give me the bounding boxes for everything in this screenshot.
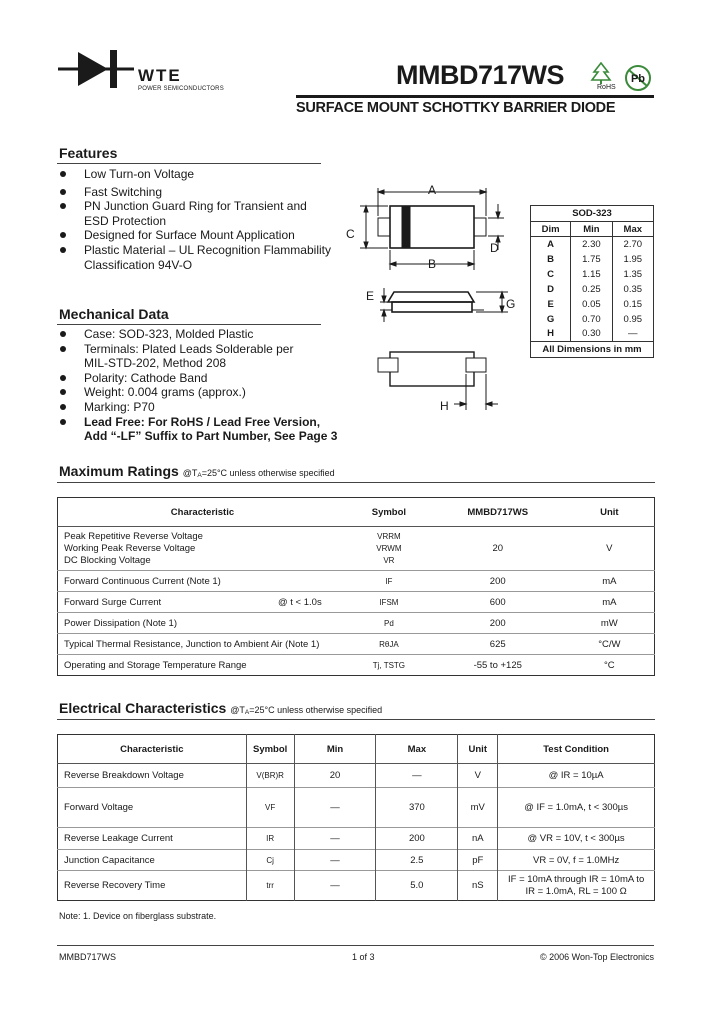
electrical-title: Electrical Characteristics — [59, 700, 227, 716]
device-subtitle: SURFACE MOUNT SCHOTTKY BARRIER DIODE — [296, 100, 616, 116]
mr-char: Forward Continuous Current (Note 1) — [58, 571, 347, 592]
mechanical-list — [59, 327, 359, 444]
dims-header-dim: Dim — [531, 222, 571, 237]
mr-row — [58, 634, 655, 655]
ec-row — [58, 871, 655, 901]
mr-symbol: VR — [383, 555, 395, 565]
pb-text: Pb — [630, 73, 646, 85]
ec-unit: pF — [458, 850, 498, 871]
dims-row — [531, 267, 654, 282]
dims-footer: All Dimensions in mm — [531, 342, 654, 358]
mr-row — [58, 613, 655, 634]
footer-part-number: MMBD717WS — [59, 952, 117, 962]
mr-unit: °C — [565, 655, 655, 676]
mr-header-characteristic: Characteristic — [58, 498, 347, 527]
ec-min: — — [294, 828, 376, 850]
mech-item: Marking: P70 — [59, 400, 359, 415]
mr-char-line: DC Blocking Voltage — [64, 554, 151, 566]
footer-rule — [57, 945, 654, 946]
dims-row — [531, 312, 654, 327]
mr-row — [58, 592, 655, 613]
dims-header-max: Max — [612, 222, 653, 237]
feature-item: PN Junction Guard Ring for Transient and — [59, 199, 349, 214]
ec-symbol: IR — [246, 828, 294, 850]
max-ratings-rule — [57, 482, 655, 483]
dims-cell: 2.70 — [623, 238, 643, 250]
ec-header-characteristic: Characteristic — [58, 735, 247, 764]
brand-subtitle: POWER SEMICONDUCTORS — [138, 86, 224, 92]
feature-item-cont: Classification 94V-O — [84, 257, 193, 272]
device-note: Note: 1. Device on fiberglass substrate. — [59, 911, 217, 921]
dims-cell: B — [531, 252, 571, 267]
ec-min: 20 — [294, 764, 376, 788]
mr-value: 200 — [431, 571, 565, 592]
features-list — [59, 167, 349, 272]
mr-symbol: RθJA — [347, 634, 431, 655]
rohs-label: RoHS — [597, 84, 616, 91]
mr-char-line: Working Peak Reverse Voltage — [64, 542, 196, 554]
ec-max: 370 — [376, 788, 458, 828]
dims-cell: 0.30 — [571, 327, 612, 342]
footer-page-number: 1 of 3 — [352, 952, 375, 962]
dim-label-h: H — [440, 399, 449, 413]
ec-cond-line: IR = 1.0mA, RL = 100 Ω — [525, 885, 627, 897]
mr-char-line: Peak Repetitive Reverse Voltage — [64, 530, 203, 542]
ec-max: 5.0 — [376, 871, 458, 901]
electrical-rule — [57, 719, 655, 720]
ec-cond: VR = 0V, f = 1.0MHz — [498, 850, 655, 871]
ec-min: — — [294, 850, 376, 871]
ec-min: — — [294, 788, 376, 828]
max-ratings-note — [183, 468, 335, 478]
mr-symbol: IFSM — [347, 592, 431, 613]
dims-cell: A — [531, 237, 571, 252]
dims-cell: 1.75 — [571, 252, 612, 267]
ec-symbol: VF — [246, 788, 294, 828]
dims-cell: 2.30 — [571, 237, 612, 252]
ec-cond: @ IF = 1.0mA, t < 300µs — [498, 788, 655, 828]
mr-unit: mA — [565, 571, 655, 592]
ec-min: — — [294, 871, 376, 901]
dims-cell: 0.95 — [623, 313, 643, 325]
footer-copyright: © 2006 Won-Top Electronics — [539, 952, 654, 962]
ec-header-symbol: Symbol — [246, 735, 294, 764]
ec-row — [58, 788, 655, 828]
dims-cell: C — [531, 267, 571, 282]
ec-cond — [498, 871, 655, 901]
max-ratings-title: Maximum Ratings — [59, 463, 179, 479]
feature-item: Low Turn-on Voltage — [59, 167, 349, 182]
dims-header-min: Min — [571, 222, 612, 237]
note-sub: A — [197, 472, 202, 479]
ec-header-min: Min — [294, 735, 376, 764]
dims-cell: 0.15 — [623, 298, 643, 310]
dim-label-d: D — [490, 241, 499, 255]
mr-voltage-value: 20 — [492, 543, 504, 554]
note-sub: A — [244, 709, 250, 716]
mr-value: 600 — [431, 592, 565, 613]
mr-value: 625 — [431, 634, 565, 655]
mr-symbol: Tj, TSTG — [347, 655, 431, 676]
mr-voltage-symbols — [347, 527, 431, 571]
dims-cell: 1.95 — [623, 253, 643, 265]
mr-header-symbol: Symbol — [347, 498, 431, 527]
note-rest: =25°C unless otherwise specified — [201, 468, 335, 478]
dims-cell: 0.25 — [571, 282, 612, 297]
ec-unit: V — [458, 764, 498, 788]
mr-condition: @ t < 1.0s — [278, 596, 322, 608]
dimensions-table — [530, 205, 654, 358]
rohs-tree-icon — [590, 62, 612, 84]
mechanical-heading: Mechanical Data — [59, 306, 169, 322]
mr-symbol: VRWM — [376, 543, 402, 553]
feature-item: Plastic Material – UL Recognition Flammability — [59, 243, 349, 258]
ec-char: Junction Capacitance — [58, 850, 247, 871]
header-rule — [296, 95, 654, 98]
ec-unit: nS — [458, 871, 498, 901]
note-prefix: @T — [230, 705, 245, 715]
mr-voltage-chars — [58, 527, 347, 571]
mr-header-value: MMBD717WS — [431, 498, 565, 527]
dims-cell: 0.70 — [571, 312, 612, 327]
lead-free-pb-icon — [623, 64, 653, 92]
ec-unit: nA — [458, 828, 498, 850]
dim-label-a: A — [428, 183, 437, 197]
mr-unit: °C/W — [565, 634, 655, 655]
note-prefix: @T — [182, 468, 198, 478]
mr-symbol: IF — [347, 571, 431, 592]
ec-header-max: Max — [376, 735, 458, 764]
dim-label-e: E — [366, 289, 375, 303]
ec-header-condition: Test Condition — [498, 735, 655, 764]
dims-caption: SOD-323 — [531, 206, 654, 222]
dims-row — [531, 327, 654, 342]
ec-row — [58, 828, 655, 850]
ec-symbol: trr — [246, 871, 294, 901]
ec-cond: @ VR = 10V, t < 300µs — [498, 828, 655, 850]
dims-row — [531, 237, 654, 252]
mech-item: Case: SOD-323, Molded Plastic — [59, 327, 359, 342]
mr-unit: mW — [565, 613, 655, 634]
electrical-table — [57, 734, 655, 901]
mr-row — [58, 655, 655, 676]
max-ratings-table — [57, 497, 655, 676]
max-ratings-heading — [59, 463, 335, 479]
mech-item-leadfree: Lead Free: For RoHS / Lead Free Version, — [59, 415, 359, 430]
ec-header-unit: Unit — [458, 735, 498, 764]
package-outline-drawing — [340, 180, 520, 420]
ec-cond: @ IR = 10µA — [548, 770, 604, 781]
mr-char: Operating and Storage Temperature Range — [58, 655, 347, 676]
ec-char: Reverse Leakage Current — [58, 828, 247, 850]
ec-char: Reverse Recovery Time — [58, 871, 247, 901]
ec-char: Forward Voltage — [58, 788, 247, 828]
mechanical-rule — [57, 324, 321, 325]
dims-cell: H — [531, 327, 571, 342]
features-rule — [57, 163, 321, 164]
mr-symbol: Pd — [347, 613, 431, 634]
dims-cell: 0.05 — [571, 297, 612, 312]
note-rest: =25°C unless otherwise specified — [249, 705, 383, 715]
ec-unit: mV — [458, 788, 498, 828]
dim-label-c: C — [346, 227, 355, 241]
dims-row — [531, 282, 654, 297]
ec-char: Reverse Breakdown Voltage — [58, 764, 247, 788]
feature-item: Designed for Surface Mount Application — [59, 228, 349, 243]
brand-name: WTE — [138, 66, 182, 85]
dims-cell: E — [531, 297, 571, 312]
ec-max: 2.5 — [376, 850, 458, 871]
mr-value: -55 to +125 — [431, 655, 565, 676]
electrical-note — [230, 705, 382, 715]
ec-row — [58, 850, 655, 871]
ec-max: — — [376, 764, 458, 788]
mech-item-leadfree-cont: Add “-LF” Suffix to Part Number, See Page 3 — [84, 429, 338, 444]
dims-cell: D — [531, 282, 571, 297]
ec-symbol: V(BR)R — [246, 764, 294, 788]
part-number-title: MMBD717WS — [396, 60, 565, 90]
electrical-heading — [59, 700, 382, 716]
mech-item: Weight: 0.004 grams (approx.) — [59, 385, 359, 400]
features-heading: Features — [59, 145, 118, 161]
feature-item-cont: ESD Protection — [84, 213, 167, 228]
dim-label-g: G — [506, 297, 516, 311]
dims-cell: G — [531, 312, 571, 327]
mr-row — [58, 571, 655, 592]
ec-symbol: Cj — [246, 850, 294, 871]
mr-unit: mA — [565, 592, 655, 613]
mr-char: Typical Thermal Resistance, Junction to Ambient Air (Note 1) — [58, 634, 347, 655]
mr-char — [58, 592, 347, 613]
feature-item: Fast Switching — [59, 185, 349, 200]
mr-symbol: VRRM — [377, 531, 401, 541]
dims-cell: 1.15 — [571, 267, 612, 282]
mr-voltage-unit: V — [606, 543, 613, 554]
ec-row — [58, 764, 655, 788]
wte-diode-logo-icon — [58, 48, 134, 90]
dim-label-b: B — [428, 257, 437, 271]
mech-item: Polarity: Cathode Band — [59, 371, 359, 386]
dims-cell: — — [628, 328, 638, 340]
dims-row — [531, 252, 654, 267]
mr-char-text: Forward Surge Current — [64, 596, 162, 608]
dims-cell: 0.35 — [623, 283, 643, 295]
mr-char: Power Dissipation (Note 1) — [58, 613, 347, 634]
ec-cond-line: IF = 10mA through IR = 10mA to — [507, 873, 645, 885]
mr-value: 200 — [431, 613, 565, 634]
mr-header-unit: Unit — [565, 498, 655, 527]
mr-row-voltage — [58, 527, 655, 571]
mech-item-cont: MIL-STD-202, Method 208 — [84, 356, 227, 371]
mech-item: Terminals: Plated Leads Solderable per — [59, 342, 359, 357]
dims-cell: 1.35 — [623, 268, 643, 280]
dims-row — [531, 297, 654, 312]
ec-max: 200 — [376, 828, 458, 850]
